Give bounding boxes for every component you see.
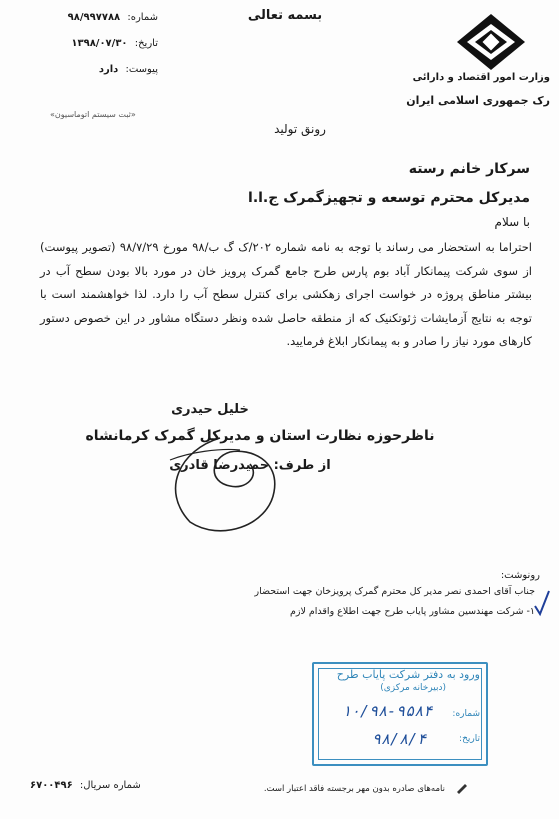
bismillah-heading: بسمه تعالی: [247, 8, 323, 23]
on-behalf-of: از طرف: حمیدرضا قادری: [169, 458, 331, 473]
recipient-title: مدیرکل محترم توسعه و تجهیزگمرک ج.ا.ا: [248, 190, 530, 206]
copies-label: رونوشت:: [500, 570, 540, 581]
republic-name: رک جمهوری اسلامی ایران: [406, 94, 550, 107]
signer-name: خلیل حیدری: [171, 402, 249, 417]
greeting: با سلام: [494, 215, 530, 229]
stamp-title: ورود به دفتر شرکت پایاب طرح: [336, 668, 480, 681]
footer-validity-note: نامه‌های صادره بدون مهر برجسته فاقد اعتبار است.: [263, 784, 445, 794]
stamp-number-value: ۱۰/۹۸-۹۵۸۴: [342, 702, 433, 720]
signature-scribble: [150, 430, 290, 540]
letter-attachment: [48, 64, 158, 75]
letter-number-label: شماره:: [127, 12, 158, 23]
serial-value: ۶۷۰۰۴۹۶: [30, 780, 73, 791]
automation-note: «ثبت سیستم اتوماسیون»: [50, 110, 136, 119]
letter-number-value: ۹۸/۹۹۷۷۸۸: [67, 12, 121, 23]
slogan-heading: رونق تولید: [274, 122, 326, 136]
pen-icon: [455, 782, 469, 794]
serial-label: شماره سریال:: [79, 780, 141, 791]
received-stamp: [312, 662, 488, 766]
ministry-name: وزارت امور اقتصاد و دارائی: [412, 72, 550, 83]
salutation: سرکار خانم رسته: [408, 161, 530, 177]
stamp-date-label: تاریخ:: [459, 734, 480, 744]
letter-date: [48, 38, 158, 49]
copy-line-2: ۱- شرکت مهندسین مشاور پایاب طرح جهت اطلاع واقدام لازم: [289, 606, 535, 617]
stamp-subtitle: (دبیرخانه مرکزی): [380, 683, 446, 693]
letter-date-label: تاریخ:: [134, 38, 158, 49]
stamp-number-label: شماره:: [452, 709, 480, 719]
letter-attachment-value: دارد: [98, 64, 119, 75]
letter-number: [48, 12, 158, 23]
copy-line-1: جناب آقای احمدی نصر مدیر کل محترم گمرک پرویزخان جهت استحضار: [254, 586, 535, 597]
ministry-logo: [455, 12, 527, 72]
checkmark-icon: [532, 588, 552, 618]
footer-serial: [30, 780, 170, 791]
letter-attachment-label: پیوست:: [125, 64, 158, 75]
stamp-date-value: ۹۸/۸/۴: [372, 730, 427, 748]
letter-date-value: ۱۳۹۸/۰۷/۳۰: [71, 38, 128, 49]
signer-title: ناظرحوزه نظارت استان و مدیرکل گمرک کرمانشاه: [85, 428, 435, 444]
letter-body: احتراما به استحضار می رساند با توجه به نامه شماره ۲۰۲/ک گ ب/۹۸ مورخ ۹۸/۷/۲۹ (تصویر پیوست) از سوی شرکت پیمانکار آباد بوم پارس طرح جامع گمرک پرویز خان در مورد بالا بودن سطح آب در بیشتر مناطق پروژه در خواست اجرای زهکشی برای کنترل سطح آب را دارد. لذا خواهشمند است با توجه به نتایج آزمایشات ژئوتکنیک که از منطقه حاصل شده ونظر دستگاه مشاور در این خصوص دستور کارهای مورد نیاز را صادر و به پیمانکار ابلاغ فرمایید.: [40, 240, 533, 348]
